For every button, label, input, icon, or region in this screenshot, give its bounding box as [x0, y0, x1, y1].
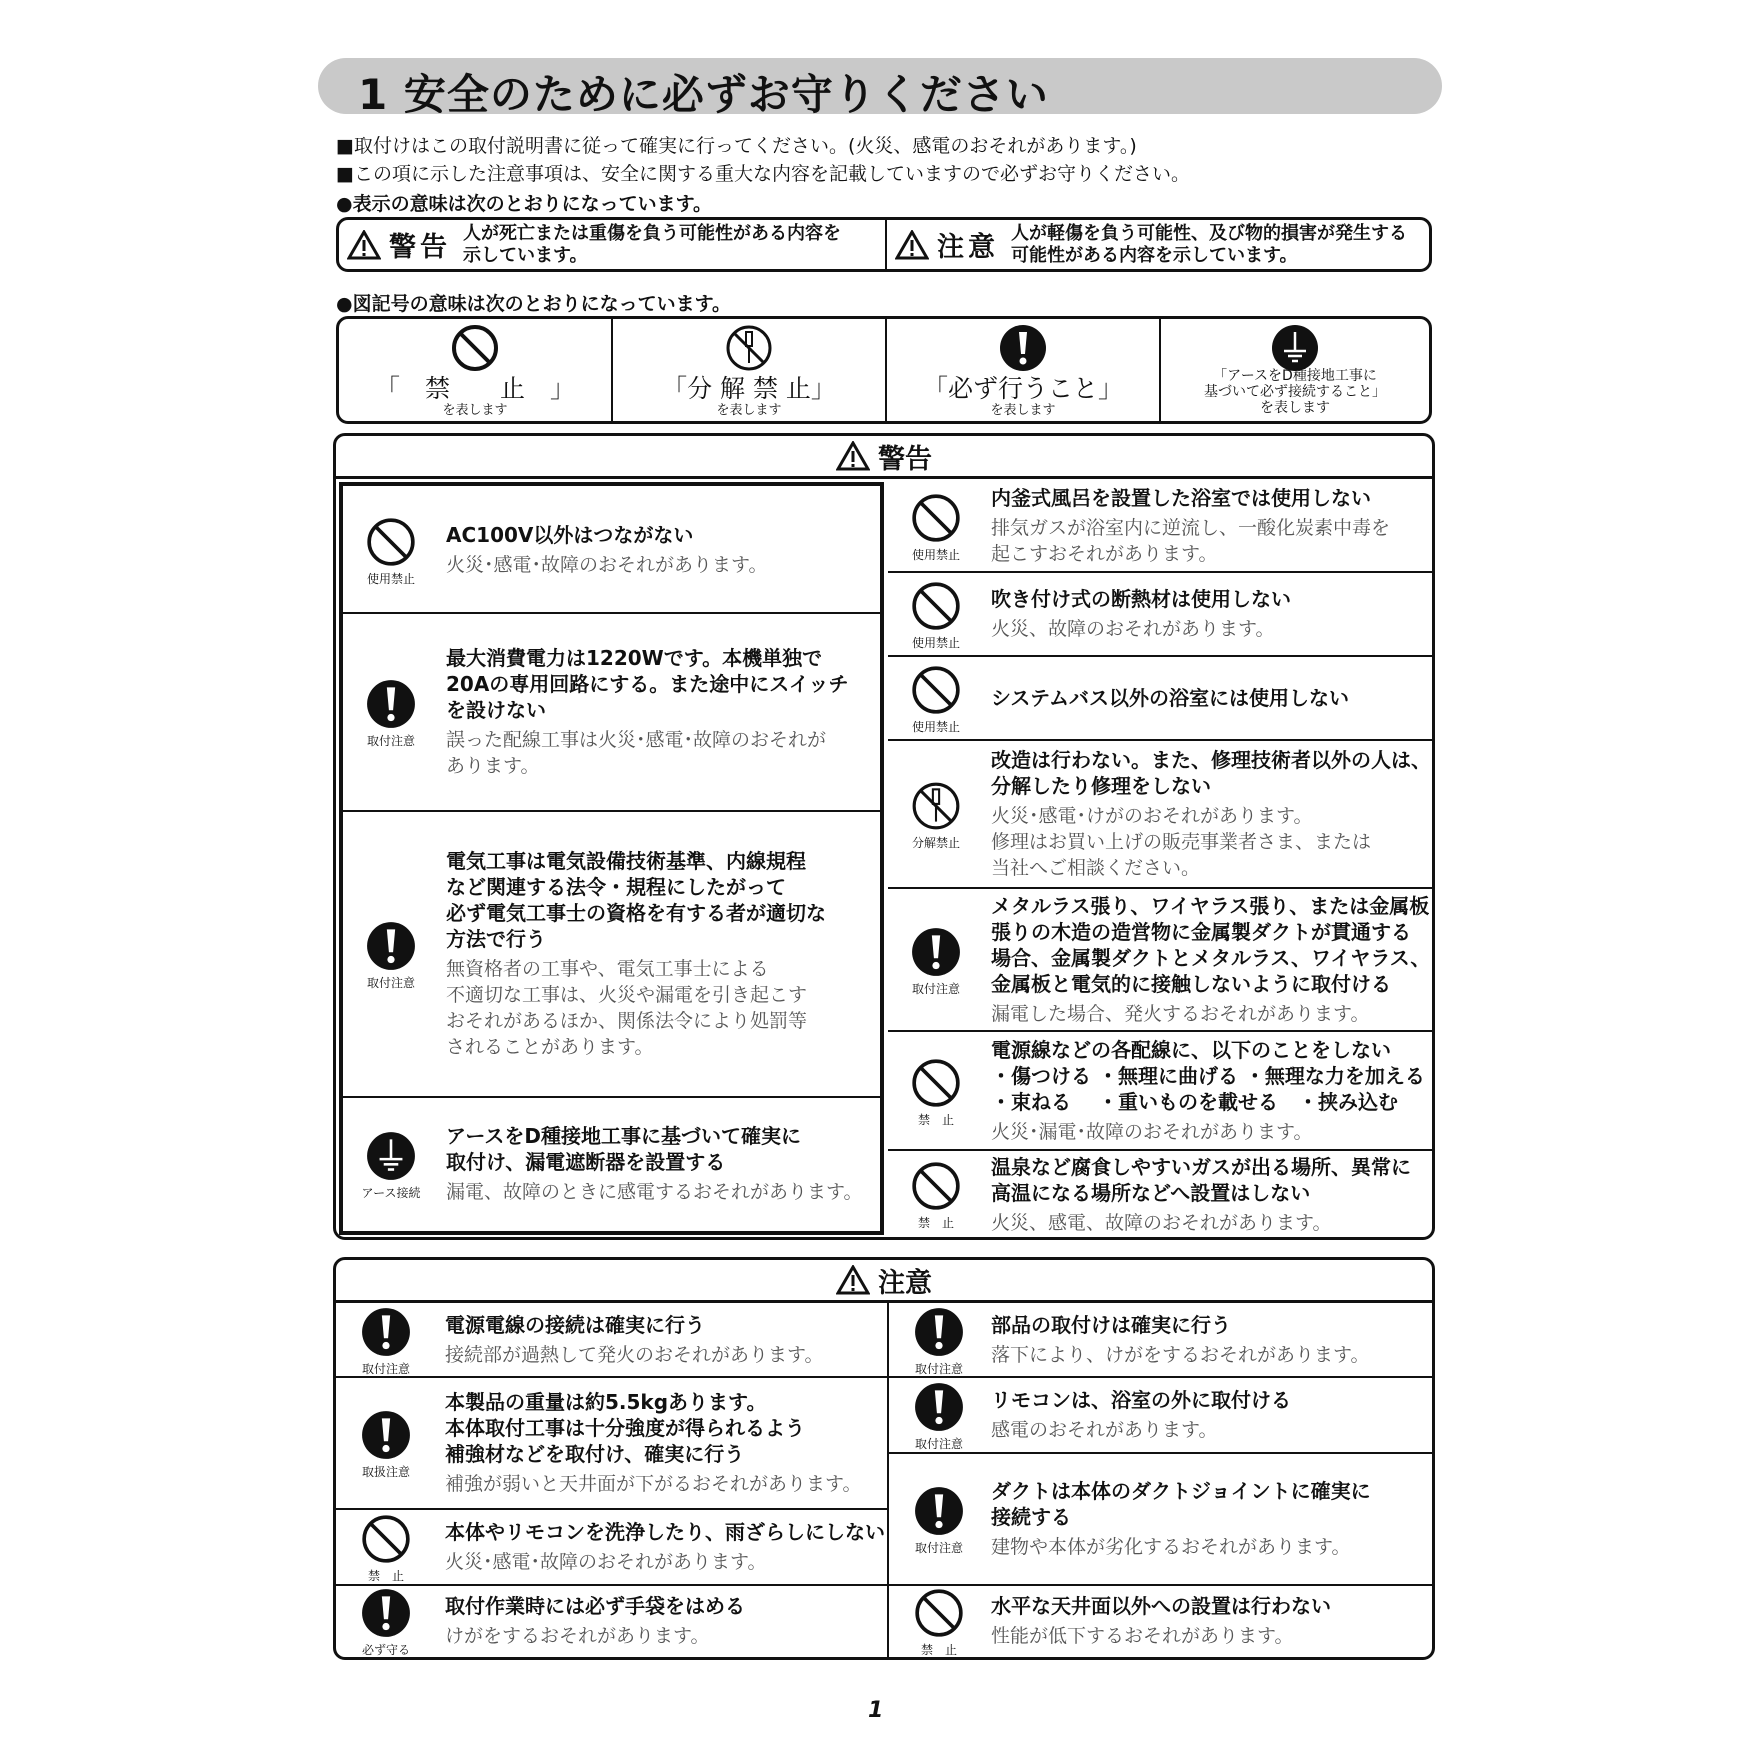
- prohibition-icon: [910, 664, 962, 720]
- item-detail: 補強が弱いと天井面が下がるおそれがあります。: [445, 1473, 862, 1495]
- mandatory-action-icon: [365, 678, 417, 734]
- mandatory-action-icon: [913, 1306, 965, 1362]
- item-heading: 補強材などを取付け、確実に行う: [445, 1442, 745, 1466]
- safety-item: [343, 486, 880, 613]
- ground-icon: [365, 1130, 417, 1186]
- item-text: [991, 1037, 1425, 1145]
- safety-item: [889, 1585, 1432, 1657]
- symbol-label: 禁 止: [917, 1216, 954, 1230]
- warning-left-column: [339, 482, 884, 1235]
- safety-item: [889, 1303, 1432, 1377]
- item-heading: メタルラス張り、ワイヤラス張り、または金属板: [991, 894, 1430, 918]
- item-heading: 電源電線の接続は確実に行う: [445, 1313, 705, 1337]
- safety-item: [336, 1509, 887, 1585]
- item-text: [991, 747, 1431, 881]
- item-text: [991, 685, 1349, 711]
- item-text: [445, 1519, 885, 1575]
- safety-item: [889, 1453, 1432, 1585]
- item-detail: おそれがあるほか、関係法令により処罰等: [446, 1010, 808, 1032]
- safety-item: [888, 1150, 1432, 1237]
- symbol-label: 分解禁止: [911, 836, 960, 850]
- no-disassembly-icon: [910, 780, 962, 836]
- item-heading: 電源線などの各配線に、以下のことをしない: [991, 1038, 1391, 1062]
- intro-line-1: ■取付けはこの取付説明書に従って確実に行ってください。(火災、感電のおそれがあります。): [336, 135, 1137, 157]
- symbol-ground: 「アースをD種接地工事に 基づいて必ず接続すること」 を表します: [1161, 319, 1429, 421]
- item-text: [991, 1154, 1411, 1236]
- item-detail: 誤った配線工事は火災･感電･故障のおそれが: [446, 729, 827, 751]
- item-detail: 当社へご相談ください。: [991, 857, 1201, 879]
- item-heading: 金属板と電気的に接触しないように取付ける: [991, 972, 1391, 996]
- item-detail: 火災･漏電･故障のおそれがあります。: [991, 1121, 1313, 1143]
- item-heading: 分解したり修理をしない: [991, 774, 1211, 798]
- item-heading: を設けない: [446, 698, 546, 722]
- safety-item: [343, 811, 880, 1097]
- item-text: [991, 485, 1390, 567]
- warning-section-header: 警告: [336, 436, 1432, 479]
- prohibition-icon: [910, 1160, 962, 1216]
- item-heading: など関連する法令・規程にしたがって: [446, 875, 786, 899]
- item-detail: 火災･感電･けがのおそれがあります。: [991, 805, 1313, 827]
- item-text: [445, 1593, 745, 1649]
- item-heading: 接続する: [991, 1505, 1071, 1529]
- item-detail: 無資格者の工事や、電気工事士による: [446, 958, 769, 980]
- item-text: [991, 1478, 1371, 1560]
- safety-item: [343, 1097, 880, 1231]
- item-heading: 方法で行う: [446, 927, 546, 951]
- item-heading: ・束ねる ・重いものを載せる ・挟み込む: [991, 1090, 1398, 1114]
- item-text: [446, 522, 767, 578]
- item-heading: リモコンは、浴室の外に取付ける: [991, 1388, 1291, 1412]
- divider: [885, 220, 887, 269]
- item-detail: 不適切な工事は、火災や漏電を引き起こす: [446, 984, 808, 1006]
- item-heading: 張りの木造の造営物に金属製ダクトが貫通する: [991, 920, 1411, 944]
- intro-line-3: ●表示の意味は次のとおりになっています。: [336, 193, 713, 215]
- prohibition-icon: [913, 1587, 965, 1643]
- warning-triangle-icon: [836, 441, 870, 471]
- symbol-mandatory: 「必ず行うこと」 を表します: [887, 319, 1159, 421]
- mandatory-action-icon: [360, 1587, 412, 1643]
- item-detail: 火災、感電、故障のおそれがあります。: [991, 1212, 1332, 1234]
- mandatory-action-icon: [360, 1306, 412, 1362]
- item-detail: 火災･感電･故障のおそれがあります。: [446, 554, 768, 576]
- item-detail: 起こすおそれがあります。: [991, 543, 1218, 565]
- caution-section-header: 注意: [336, 1260, 1432, 1303]
- caution-definition: [895, 220, 1435, 269]
- item-text: [991, 586, 1291, 642]
- symbol-no-disassembly: 「分 解 禁 止」 を表します: [613, 319, 885, 421]
- safety-item: [888, 479, 1432, 572]
- symbol-label: 禁 止: [367, 1569, 404, 1583]
- intro-line-2: ■この項に示した注意事項は、安全に関する重大な内容を記載していますので必ずお守りください。: [336, 163, 1190, 185]
- warning-section: [333, 433, 1435, 1240]
- item-heading: 場合、金属製ダクトとメタルラス、ワイヤラス、: [991, 946, 1431, 970]
- item-heading: 取付作業時には必ず手袋をはめる: [445, 1594, 745, 1618]
- caution-right-column: [889, 1303, 1432, 1657]
- mandatory-action-icon: [365, 920, 417, 976]
- symbol-label: 取付注意: [361, 1362, 410, 1376]
- item-heading: アースをD種接地工事に基づいて確実に: [446, 1124, 802, 1148]
- symbol-label: 使用禁止: [911, 720, 960, 734]
- warning-definition: [347, 220, 887, 269]
- item-heading: 本製品の重量は約5.5kgあります。: [445, 1390, 767, 1414]
- symbol-label: 使用禁止: [911, 548, 960, 562]
- prohibition-icon: [450, 323, 500, 373]
- item-heading: 高温になる場所などへ設置はしない: [991, 1181, 1311, 1205]
- item-heading: 内釜式風呂を設置した浴室では使用しない: [991, 486, 1371, 510]
- item-text: [991, 893, 1430, 1027]
- prohibition-icon: [910, 1057, 962, 1113]
- item-heading: 必ず電気工事士の資格を有する者が適切な: [446, 901, 826, 925]
- caution-description: 人が軽傷を負う可能性、及び物的損害が発生する 可能性がある内容を示しています。: [1011, 222, 1407, 266]
- safety-item: [888, 888, 1432, 1031]
- item-detail: 漏電した場合、発火するおそれがあります。: [991, 1003, 1370, 1025]
- item-detail: 火災･感電･故障のおそれがあります。: [445, 1551, 767, 1573]
- symbol-label: 禁 止: [917, 1113, 954, 1127]
- warning-triangle-icon: [347, 230, 381, 260]
- item-detail: 漏電、故障のときに感電するおそれがあります。: [446, 1181, 863, 1203]
- safety-item: [336, 1585, 887, 1657]
- safety-item: [343, 613, 880, 811]
- prohibition-icon: [360, 1513, 412, 1569]
- safety-item: [888, 656, 1432, 740]
- prohibition-icon: [910, 580, 962, 636]
- mandatory-action-icon: [913, 1485, 965, 1541]
- symbol-label: 取付注意: [366, 976, 415, 990]
- item-heading: 電気工事は電気設備技術基準、内線規程: [446, 849, 806, 873]
- item-heading: ダクトは本体のダクトジョイントに確実に: [991, 1479, 1371, 1503]
- item-detail: 建物や本体が劣化するおそれがあります。: [991, 1536, 1351, 1558]
- item-heading: 最大消費電力は1220Wです。本機単独で: [446, 646, 823, 670]
- prohibition-icon: [365, 516, 417, 572]
- item-heading: ・傷つける ・無理に曲げる ・無理な力を加える: [991, 1064, 1425, 1088]
- item-detail: されることがあります。: [446, 1036, 654, 1058]
- warning-description: 人が死亡または重傷を負う可能性がある内容を 示しています。: [463, 222, 841, 266]
- item-heading: AC100V以外はつながない: [446, 523, 694, 547]
- symbol-label: 取付注意: [914, 1541, 963, 1555]
- item-heading: 吹き付け式の断熱材は使用しない: [991, 587, 1291, 611]
- mandatory-action-icon: [360, 1409, 412, 1465]
- item-detail: 排気ガスが浴室内に逆流し、一酸化炭素中毒を: [991, 517, 1391, 539]
- page-number: 1: [868, 1698, 884, 1723]
- item-heading: 20Aの専用回路にする。また途中にスイッチ: [446, 672, 849, 696]
- symbol-label: 取付注意: [911, 982, 960, 996]
- warning-triangle-icon: [836, 1265, 870, 1295]
- item-text: [446, 645, 849, 779]
- safety-item: [336, 1303, 887, 1377]
- symbols-box: [336, 316, 1432, 424]
- symbol-prohibited: 「 禁 止 」 を表します: [339, 319, 611, 421]
- item-text: [445, 1389, 861, 1497]
- item-detail: 接続部が過熱して発火のおそれがあります。: [445, 1344, 824, 1366]
- no-disassembly-icon: [724, 323, 774, 373]
- mandatory-action-icon: [913, 1381, 965, 1437]
- item-text: [445, 1312, 823, 1368]
- item-detail: あります。: [446, 755, 540, 777]
- safety-item: [889, 1377, 1432, 1453]
- item-heading: システムバス以外の浴室には使用しない: [991, 686, 1349, 710]
- warning-triangle-icon: [895, 230, 929, 260]
- warning-right-column: [888, 479, 1432, 1237]
- symbol-label: 取付注意: [914, 1437, 963, 1451]
- symbol-label: 使用禁止: [366, 572, 415, 586]
- item-heading: 本体やリモコンを洗浄したり、雨ざらしにしない: [445, 1520, 885, 1544]
- symbol-label: 使用禁止: [911, 636, 960, 650]
- item-text: [446, 848, 826, 1060]
- mandatory-action-icon: [910, 926, 962, 982]
- item-text: [991, 1593, 1331, 1649]
- mandatory-action-icon: [998, 323, 1048, 373]
- signal-word-box: [336, 217, 1432, 272]
- caution-word: 注意: [937, 232, 999, 263]
- prohibition-icon: [910, 492, 962, 548]
- safety-item: [888, 1031, 1432, 1150]
- caution-section: [333, 1257, 1435, 1660]
- warning-word: 警告: [389, 232, 451, 263]
- item-detail: 修理はお買い上げの販売事業者さま、または: [991, 831, 1372, 853]
- item-heading: 温泉など腐食しやすいガスが出る場所、異常に: [991, 1155, 1411, 1179]
- intro-line-4: ●図記号の意味は次のとおりになっています。: [336, 293, 732, 315]
- page-title: 1 安全のために必ずお守りください: [358, 70, 1049, 119]
- item-detail: 落下により、けがをするおそれがあります。: [991, 1344, 1370, 1366]
- item-heading: 取付け、漏電遮断器を設置する: [446, 1150, 726, 1174]
- item-heading: 水平な天井面以外への設置は行わない: [991, 1594, 1331, 1618]
- symbol-label: 必ず守る: [361, 1643, 410, 1657]
- item-detail: 火災、故障のおそれがあります。: [991, 618, 1275, 640]
- safety-item: [336, 1377, 887, 1509]
- item-text: [991, 1312, 1369, 1368]
- caution-left-column: [336, 1303, 887, 1657]
- symbol-label: アース接続: [361, 1186, 421, 1200]
- safety-item: [888, 572, 1432, 656]
- symbol-label: 取扱注意: [361, 1465, 410, 1479]
- safety-item: [888, 740, 1432, 888]
- item-detail: 感電のおそれがあります。: [991, 1419, 1218, 1441]
- item-detail: 性能が低下するおそれがあります。: [991, 1625, 1294, 1647]
- symbol-label: 取付注意: [366, 734, 415, 748]
- item-detail: けがをするおそれがあります。: [445, 1625, 710, 1647]
- item-text: [991, 1387, 1291, 1443]
- symbol-label: 取付注意: [914, 1362, 963, 1376]
- ground-icon: [1270, 323, 1320, 373]
- item-heading: 部品の取付けは確実に行う: [991, 1313, 1231, 1337]
- item-text: [446, 1123, 862, 1205]
- item-heading: 本体取付工事は十分強度が得られるよう: [445, 1416, 805, 1440]
- item-heading: 改造は行わない。また、修理技術者以外の人は、: [991, 748, 1431, 772]
- symbol-label: 禁 止: [920, 1643, 957, 1657]
